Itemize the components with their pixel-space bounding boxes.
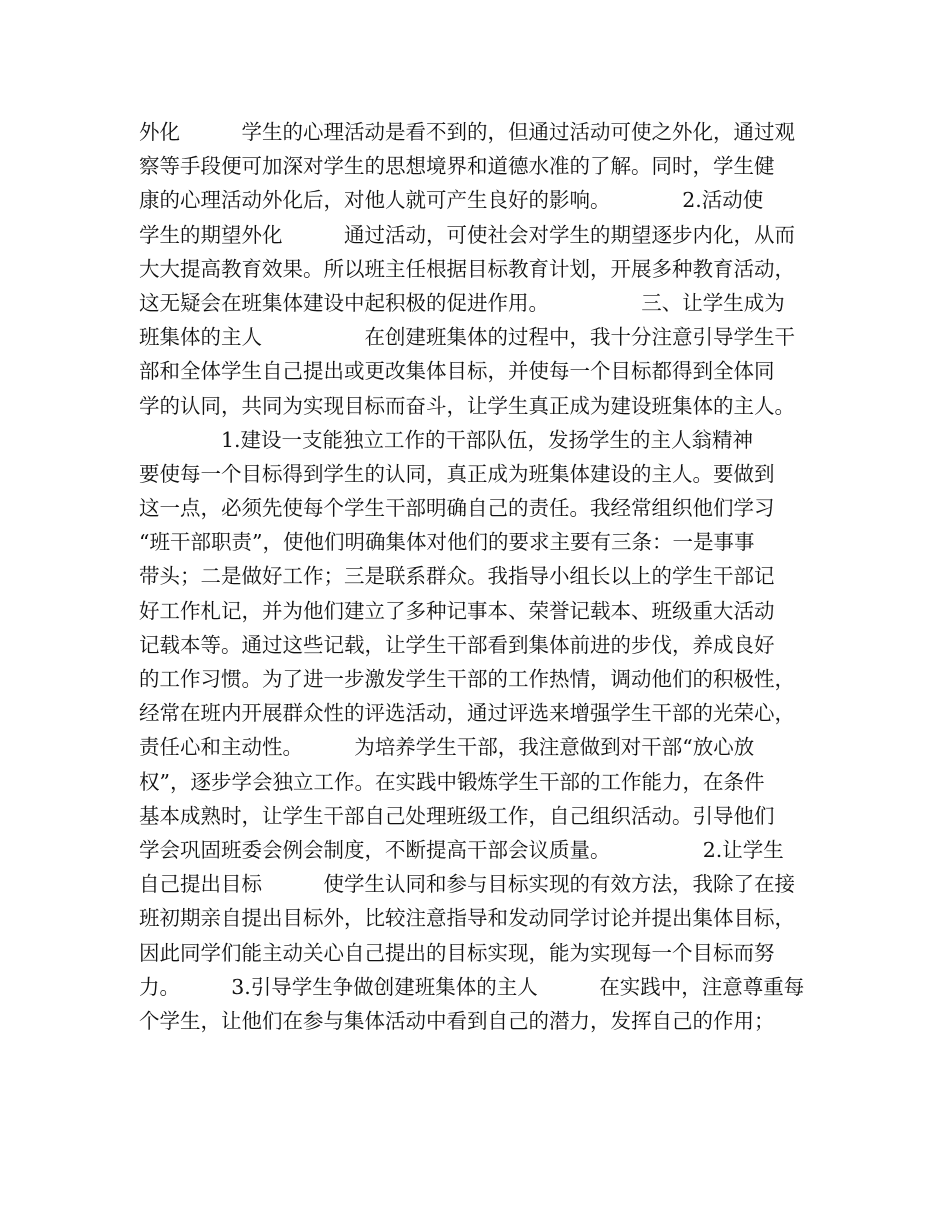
text-line: 学会巩固班委会例会制度，不断提高干部会议质量。 2.让学生: [139, 837, 784, 862]
text-line: 经常在班内开展群众性的评选活动，通过评选来增强学生干部的光荣心，: [139, 701, 795, 726]
text-line: 的工作习惯。为了进一步激发学生干部的工作热情，调动他们的积极性，: [139, 667, 795, 691]
text-line: 班集体的主人 在创建班集体的过程中，我十分注意引导学生干: [139, 325, 795, 350]
body-text: [139, 115, 829, 1038]
text-line: 基本成熟时，让学生干部自己处理班级工作，自己组织活动。引导他们: [139, 803, 775, 828]
text-line: 1.建设一支能独立工作的干部队伍，发扬学生的主人翁精神: [139, 427, 754, 452]
text-line: 学生的期望外化 通过活动，可使社会对学生的期望逐步内化，从而: [139, 222, 795, 247]
text-line: 记载本等。通过这些记载，让学生干部看到集体前进的步伐，养成良好: [139, 632, 775, 657]
text-line: 好工作札记，并为他们建立了多种记事本、荣誉记载本、班级重大活动: [139, 598, 775, 623]
text-line: 班初期亲自提出目标外，比较注意指导和发动同学讨论并提出集体目标，: [139, 906, 795, 931]
text-line: 要使每一个目标得到学生的认同，真正成为班集体建设的主人。要做到: [139, 461, 775, 486]
text-line: 康的心理活动外化后，对他人就可产生良好的影响。 2.活动使: [139, 188, 764, 213]
text-line: 权”，逐步学会独立工作。在实践中锻炼学生干部的工作能力，在条件: [139, 769, 765, 794]
text-line: 个学生，让他们在参与集体活动中看到自己的潜力，发挥自己的作用；: [139, 1008, 775, 1033]
text-line: 这无疑会在班集体建设中起积极的促进作用。 三、让学生成为: [139, 290, 785, 315]
text-line: 部和全体学生自己提出或更改集体目标，并使每一个目标都得到全体同: [139, 359, 775, 384]
text-line: 学的认同，共同为实现目标而奋斗，让学生真正成为建设班集体的主人。: [139, 393, 795, 418]
text-line: 外化 学生的心理活动是看不到的，但通过活动可使之外化，通过观: [139, 120, 795, 144]
text-line: 这一点，必须先使每个学生干部明确自己的责任。我经常组织他们学习: [139, 496, 775, 521]
text-line: 责任心和主动性。 为培养学生干部，我注意做到对干部“放心放: [139, 735, 755, 760]
text-line: 大大提高教育效果。所以班主任根据目标教育计划，开展多种教育活动，: [139, 256, 795, 281]
text-line: 察等手段便可加深对学生的思想境界和道德水准的了解。同时，学生健: [139, 154, 775, 179]
text-line: 带头；二是做好工作；三是联系群众。我指导小组长以上的学生干部记: [139, 564, 775, 589]
text-line: “班干部职责”，使他们明确集体对他们的要求主要有三条：一是事事: [139, 530, 755, 555]
text-line: 力。 3.引导学生争做创建班集体的主人 在实践中，注意尊重每: [139, 974, 805, 999]
text-line: 因此同学们能主动关心自己提出的目标实现，能为实现每一个目标而努: [139, 940, 775, 965]
text-line: 自己提出目标 使学生认同和参与目标实现的有效方法，我除了在接: [139, 872, 795, 897]
